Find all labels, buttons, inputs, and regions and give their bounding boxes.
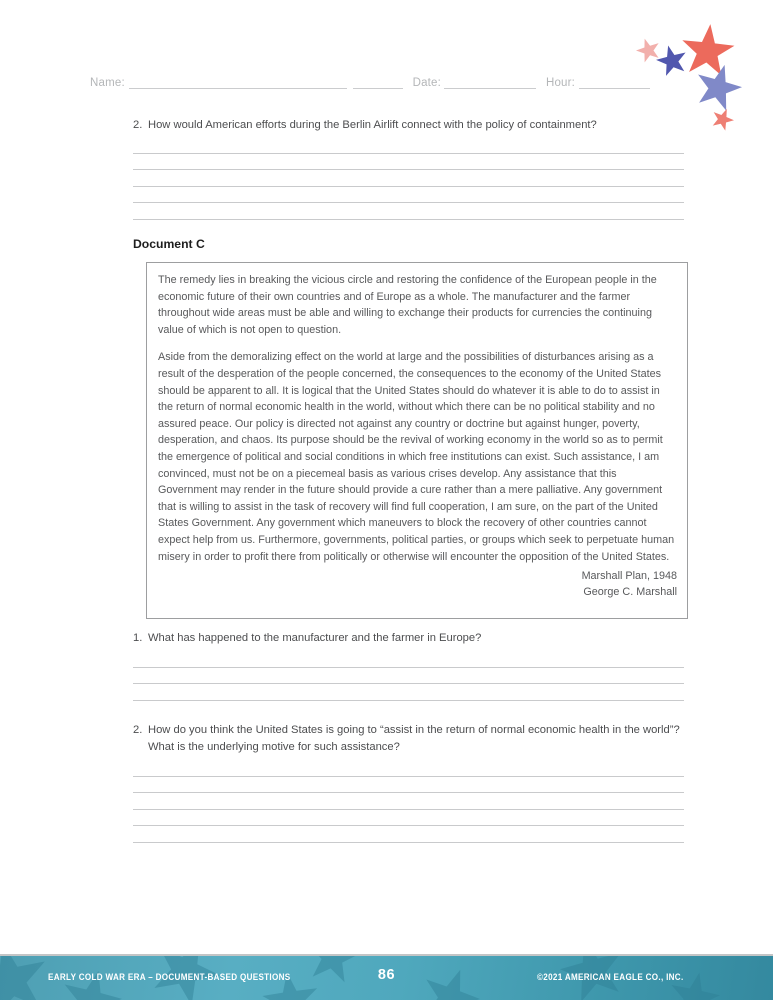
document-text-box bbox=[146, 262, 688, 619]
question-top-text: How would American efforts during the Berlin Airlift connect with the policy of containment? bbox=[148, 119, 597, 131]
question-top bbox=[133, 117, 685, 134]
answer-line[interactable] bbox=[133, 137, 684, 154]
answer-line[interactable] bbox=[133, 760, 684, 777]
answer-line[interactable] bbox=[133, 668, 684, 685]
star-pattern-icon bbox=[301, 954, 365, 989]
name-input-line2[interactable] bbox=[353, 76, 403, 89]
answer-line[interactable] bbox=[133, 203, 684, 220]
answer-line[interactable] bbox=[133, 826, 684, 843]
answer-line[interactable] bbox=[133, 684, 684, 701]
question-top-answer-lines bbox=[133, 137, 684, 220]
hour-input-line[interactable] bbox=[579, 76, 650, 89]
name-input-line[interactable] bbox=[129, 76, 347, 89]
answer-line[interactable] bbox=[133, 170, 684, 187]
document-paragraph-2: Aside from the demoralizing effect on the world at large and the possibilities of disturbances arising as a result of the desperation of the people concerned, the consequences to the economy of the United States should be apparent to all. It is logical that the United States should do whatever it is able to do to assist in the return of normal economic health in the world, without which there can be no political stability and no assured peace. Our policy is directed not against any country or doctrine but against hunger, poverty, desperation, and chaos. Its purpose should be the revival of working economy in the world so as to permit the emergence of political and social conditions in which free institutions can exist. Such assistance, I am convinced, must not be on a piecemeal basis as various crises develop. Any assistance that this Government may render in the future should provide a cure rather than a mere palliative. Any government that is willing to assist in the task of recovery will find full cooperation, I am sure, on the part of the United States Government. Any government which maneuvers to block the recovery of other countries cannot expect help from us. Furthermore, governments, political parties, or groups which seek to perpetuate human misery in order to profit there from politically or otherwise will encounter the opposition of the United States. bbox=[158, 351, 675, 563]
answer-line[interactable] bbox=[133, 187, 684, 204]
star-pattern-icon bbox=[412, 960, 489, 1000]
hour-label: Hour: bbox=[545, 77, 576, 89]
question-2-text: How do you think the United States is going to “assist in the return of normal economic health in the world”? What is the underlying motive for such assistance? bbox=[148, 724, 680, 753]
footer-series-title: EARLY COLD WAR ERA – DOCUMENT-BASED QUESTIONS bbox=[48, 972, 291, 982]
question-2 bbox=[133, 722, 685, 755]
name-date-hour-bar bbox=[90, 76, 650, 89]
footer-page-number: 86 bbox=[377, 967, 396, 983]
question-top-number: 2. bbox=[133, 119, 143, 131]
attribution-source: Marshall Plan, 1948 bbox=[581, 570, 677, 583]
question-1 bbox=[133, 630, 685, 647]
footer-copyright: ©2021 AMERICAN EAGLE CO., INC. bbox=[537, 972, 684, 982]
answer-line[interactable] bbox=[133, 810, 684, 827]
document-paragraph-1: The remedy lies in breaking the vicious circle and restoring the confidence of the European people in the economic future of their own countries and of Europe as a whole. The manufacturer and the farmer throughout wide areas must be able and willing to exchange their products for currencies the continuing value of which is not open to question. bbox=[158, 274, 657, 336]
periwinkle-star-icon bbox=[688, 58, 747, 117]
name-label: Name: bbox=[90, 77, 125, 89]
document-heading: Document C bbox=[133, 237, 205, 251]
red-star-icon bbox=[677, 21, 737, 81]
answer-line[interactable] bbox=[133, 651, 684, 668]
document-attribution bbox=[158, 568, 677, 600]
footer-bar bbox=[0, 954, 773, 1000]
answer-line[interactable] bbox=[133, 154, 684, 171]
date-input-line[interactable] bbox=[444, 76, 536, 89]
attribution-author: George C. Marshall bbox=[583, 586, 677, 599]
question-1-number: 1. bbox=[133, 632, 143, 644]
question-1-text: What has happened to the manufacturer and the farmer in Europe? bbox=[148, 632, 482, 644]
indigo-star-icon bbox=[653, 42, 692, 81]
answer-line[interactable] bbox=[133, 793, 684, 810]
answer-line[interactable] bbox=[133, 777, 684, 794]
question-1-answer-lines bbox=[133, 651, 684, 701]
pink-star-icon bbox=[633, 35, 665, 67]
date-label: Date: bbox=[412, 77, 442, 89]
question-2-answer-lines bbox=[133, 760, 684, 843]
salmon-star-icon bbox=[708, 105, 738, 135]
question-2-number: 2. bbox=[133, 724, 143, 736]
